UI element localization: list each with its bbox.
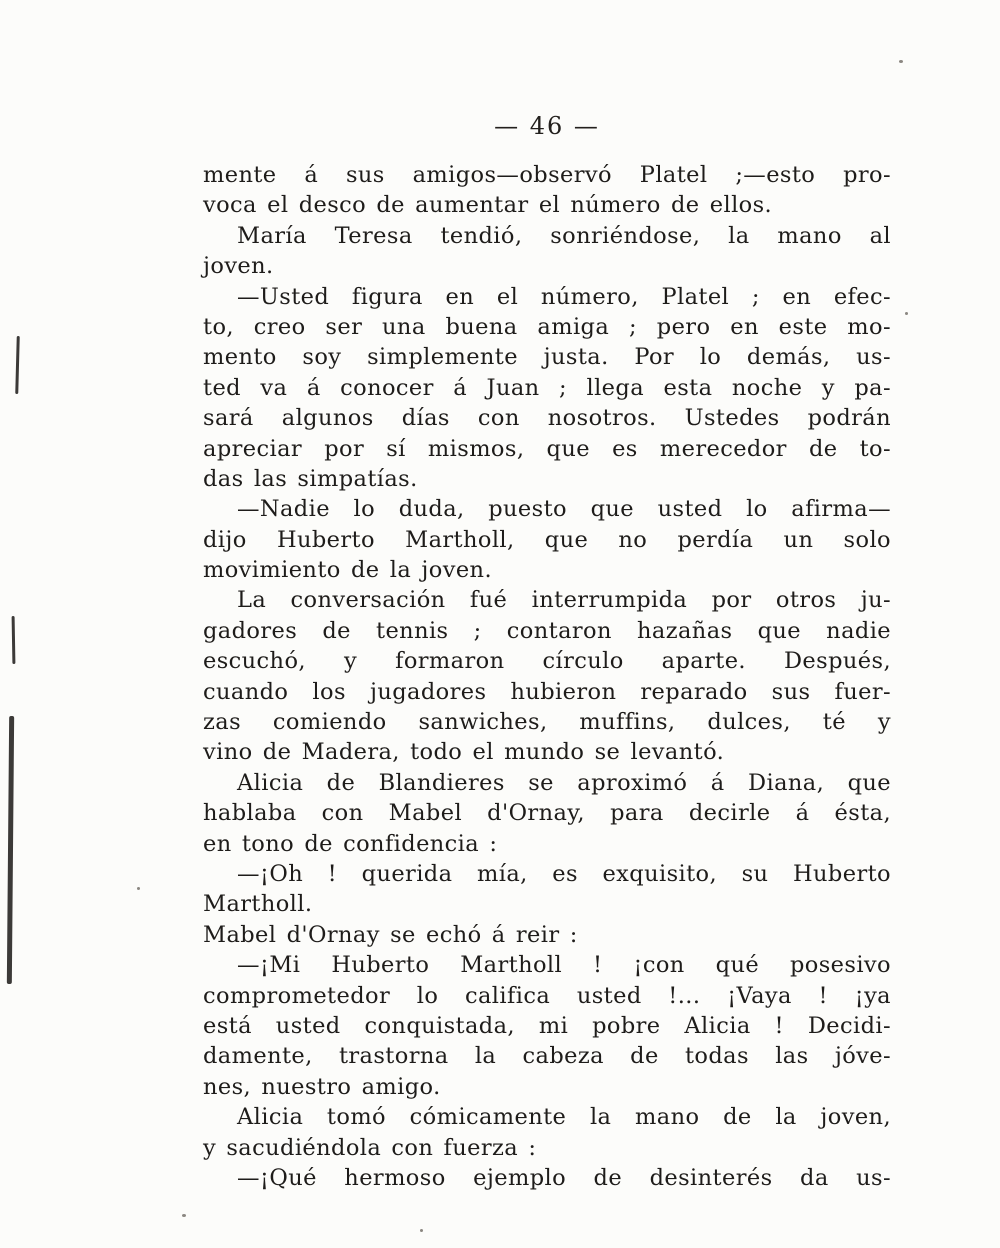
scan-speck [182,1214,186,1217]
text-line: mento soy simplemente justa. Por lo demás, us- [203,344,891,371]
text-line: Mabel d'Ornay se echó á reir : [203,921,578,948]
scan-speck [905,312,908,315]
text-line: sará algunos días con nosotros. Ustedes podrán [203,405,891,432]
page-number: — 46 — [494,112,600,140]
text-line: dijo Huberto Martholl, que no perdía un solo [203,526,891,553]
text-line: damente, trastorna la cabeza de todas las jóve- [203,1043,891,1070]
paragraph [203,950,891,1102]
text-line: hablaba con Mabel d'Ornay, para decirle á ésta, [203,800,891,827]
text-line: apreciar por sí mismos, que es merecedor de to- [203,435,891,462]
scan-speck [899,60,903,63]
scan-speck [420,1229,423,1232]
text-line: nes, nuestro amigo. [203,1073,441,1100]
text-line: —¡Oh ! querida mía, es exquisito, su Huberto [237,860,891,887]
margin-pen-mark [15,336,20,394]
text-line: gadores de tennis ; contaron hazañas que nadie [203,617,891,644]
text-line: comprometedor lo califica usted !... ¡Vaya ! ¡ya [203,982,891,1009]
text-line: Martholl. [203,891,313,918]
page-text [203,160,891,1193]
text-line: zas comiendo sanwiches, muffins, dulces, té y [203,709,891,736]
paragraph [203,920,891,950]
text-line: to, creo ser una buena amiga ; pero en este mo- [203,313,891,340]
text-line: —Usted figura en el número, Platel ; en efec- [237,283,891,310]
scan-speck [137,887,140,890]
paragraph [203,859,891,920]
text-line: —Nadie lo duda, puesto que usted lo afirma— [237,496,891,523]
paragraph [203,768,891,859]
text-line: y sacudiéndola con fuerza : [203,1134,537,1161]
text-line: movimiento de la joven. [203,557,492,584]
text-line: —¡Qué hermoso ejemplo de desinterés da us- [237,1164,891,1191]
paragraph [203,282,891,495]
text-line: mente á sus amigos—observó Platel ;—esto pro- [203,162,891,188]
text-line: vino de Madera, todo el mundo se levantó. [203,739,725,766]
margin-pen-mark [12,616,16,664]
paragraph [203,221,891,282]
paragraph [203,1163,891,1193]
text-line: joven. [203,253,274,280]
text-line: ted va á conocer á Juan ; llega esta noche y pa- [203,374,891,401]
text-line: María Teresa tendió, sonriéndose, la mano al [237,222,891,249]
text-line: La conversación fué interrumpida por otros ju- [237,587,891,614]
text-line: cuando los jugadores hubieron reparado sus fuer- [203,678,891,705]
text-line: Alicia de Blandieres se aproximó á Diana, que [237,769,891,796]
paragraph [203,1102,891,1163]
paragraph [203,494,891,585]
text-line: escuchó, y formaron círculo aparte. Después, [203,648,891,675]
text-line: está usted conquistada, mi pobre Alicia ! Decidi- [203,1012,891,1039]
text-line: voca el desco de aumentar el número de ellos. [203,192,773,219]
margin-pen-mark [7,716,14,984]
text-line: —¡Mi Huberto Martholl ! ¡con qué posesivo [237,952,891,979]
paragraph [203,585,891,767]
paragraph [203,160,891,221]
text-line: en tono de confidencia : [203,830,498,857]
text-line: Alicia tomó cómicamente la mano de la joven, [237,1104,891,1131]
text-line: das las simpatías. [203,465,418,492]
